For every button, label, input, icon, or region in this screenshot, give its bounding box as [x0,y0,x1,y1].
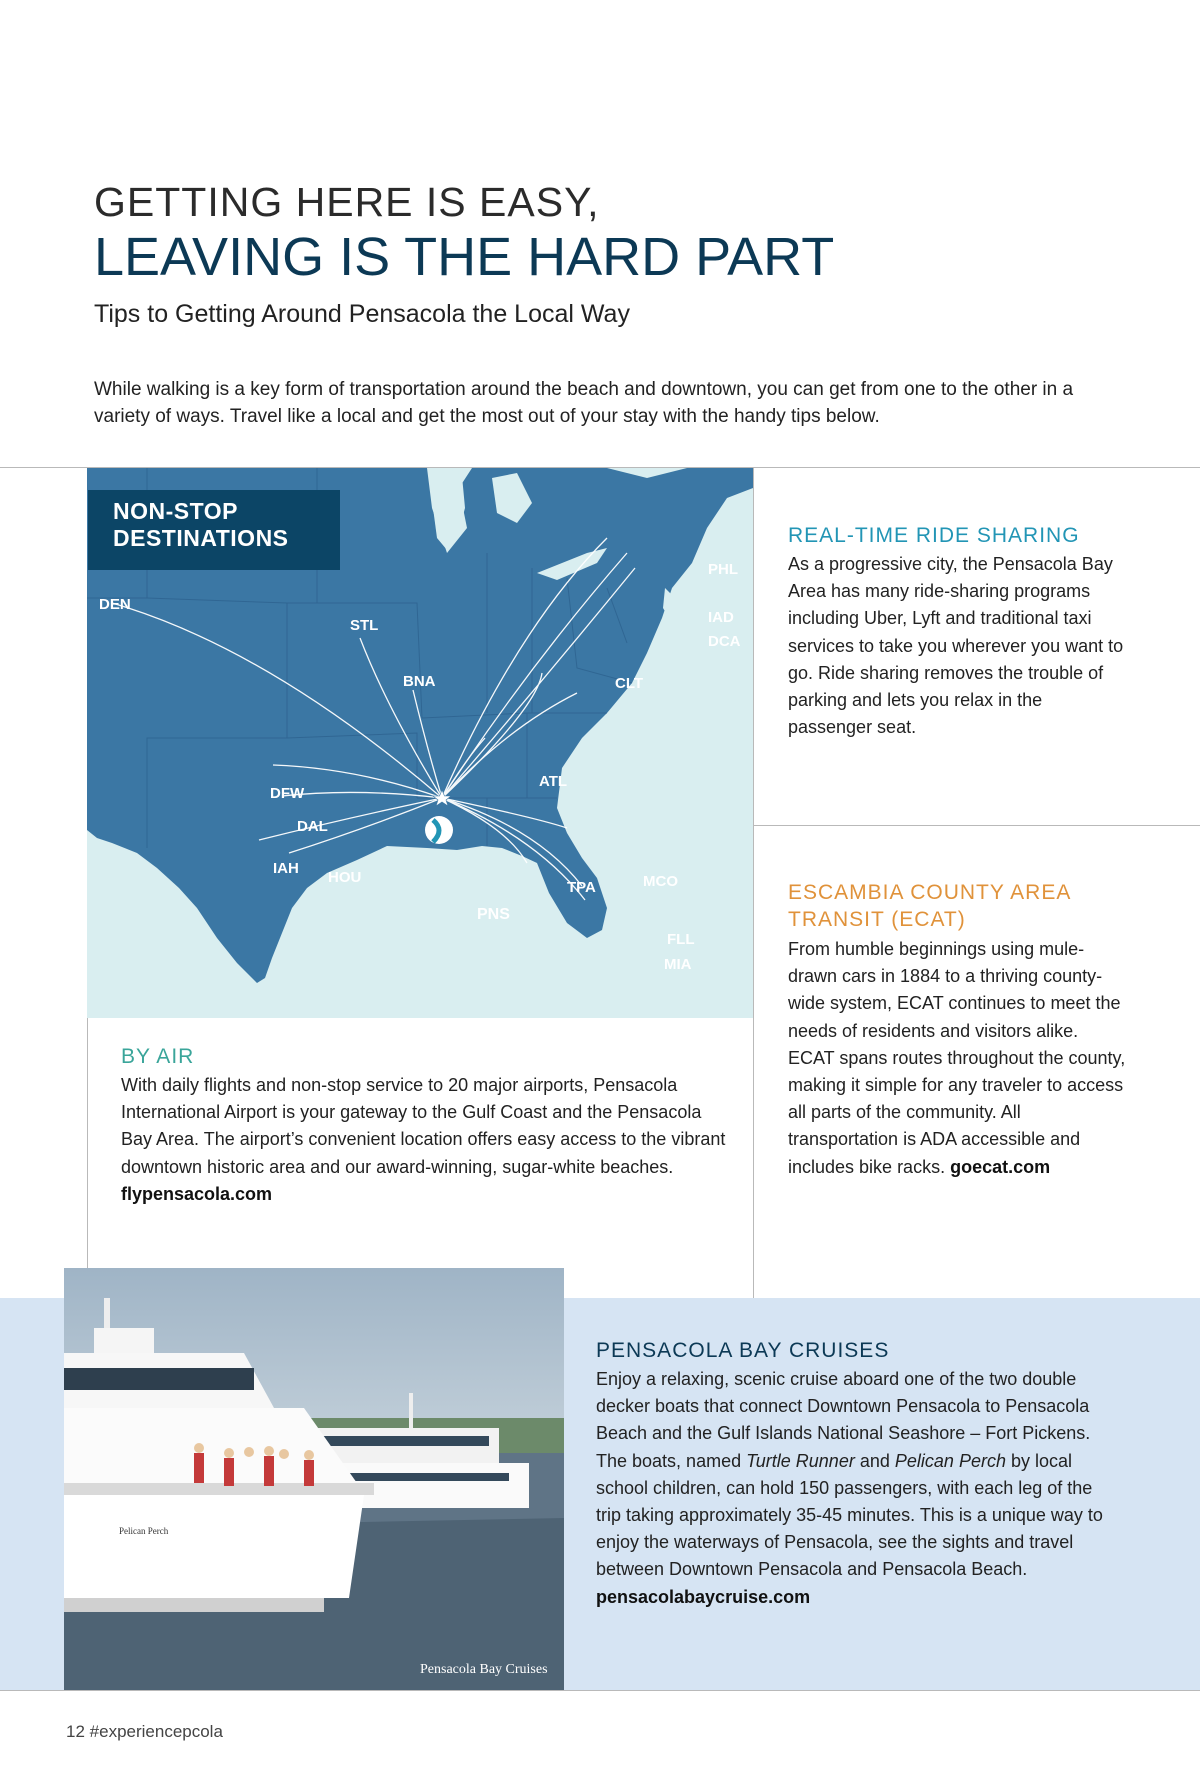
label-dfw: DFW [270,785,305,802]
by-air-text: With daily flights and non-stop service to 20 major airports, Pensacola International Airport is your gateway to the Gulf Coast and the Pensacola Bay Area. The airport’s convenient location offers easy access to the vibrant downtown historic area and our award-winning, sugar-white beaches. [121,1075,726,1177]
ecat-title-line-2: TRANSIT (ECAT) [788,908,966,931]
photo-credit: Pensacola Bay Cruises [420,1662,548,1677]
label-bna: BNA [403,673,436,690]
boat-name-turtle-runner: Turtle Runner [746,1450,855,1471]
cruises-title: PENSACOLA BAY CRUISES [596,1339,890,1362]
ecat-text: From humble beginnings using mule-drawn cars in 1884 to a thriving county-wide system, ECAT continues to meet the needs of residents and visitors alike. ECAT spans routes throughout the county, making it simple for any traveler to access all parts of the community. All transportation is ADA accessible and includes bike racks. [788,939,1126,1177]
label-dca: DCA [708,633,741,650]
boat-name-sign: Pelican Perch [119,1526,169,1536]
goecat-link[interactable]: goecat.com [950,1156,1051,1177]
right-column-divider [753,825,1200,826]
destinations-heading [113,498,289,552]
label-phl: PHL [708,561,738,578]
boat-name-pelican-perch: Pelican Perch [894,1450,1006,1471]
subtitle: Tips to Getting Around Pensacola the Local Way [94,300,630,328]
pensacolabaycruise-link[interactable]: pensacolabaycruise.com [596,1586,811,1607]
label-stl: STL [350,617,379,634]
label-tpa: TPA [567,879,596,896]
cruises-text-and: and [859,1450,890,1471]
label-iad: IAD [708,609,734,626]
intro-paragraph: While walking is a key form of transportation around the beach and downtown, you can get from one to the other in a variety of ways. Travel like a local and get the most out of your stay with the handy tips below. [94,379,1074,427]
ecat-title-line-1: ESCAMBIA COUNTY AREA [788,881,1072,904]
label-atl: ATL [539,773,568,790]
cruises-body [596,1366,1116,1611]
label-den: DEN [99,596,131,613]
footer [66,1722,223,1742]
cruises-text-1: Enjoy a relaxing, scenic cruise aboard one of the two double decker boats that connect Downtown Pensacola to Pensacola Beach and the Gulf Islands National Seashore – Fort Pickens. The boats, named [596,1369,1091,1471]
destinations-heading-line-2: DESTINATIONS [113,525,289,551]
label-hou: HOU [328,869,362,886]
label-mia: MIA [664,956,692,973]
destinations-heading-line-1: NON-STOP [113,498,238,524]
page-number: 12 [66,1722,85,1741]
label-clt: CLT [615,675,644,692]
cruise-boats-illustration [64,1268,564,1690]
ride-sharing-title: REAL-TIME RIDE SHARING [788,524,1080,547]
column-divider [753,468,754,1298]
headline-line-1: GETTING HERE IS EASY, [94,179,600,225]
headline-line-2: LEAVING IS THE HARD PART [94,227,835,287]
flypensacola-link[interactable]: flypensacola.com [121,1183,273,1204]
label-dal: DAL [297,818,328,835]
ecat-body [788,936,1128,1181]
ecat-title [788,879,1071,933]
label-fll: FLL [667,931,695,948]
footer-hashtag: #experiencepcola [89,1722,223,1741]
label-pns: PNS [477,906,510,923]
label-mco: MCO [643,873,678,890]
footer-divider [0,1690,1200,1691]
cruises-text-2: by local school children, can hold 150 passengers, with each leg of the trip taking approximately 35-45 minutes. This is a unique way to enjoy the waterways of Pensacola, see the sights and travel between Downtown Pensacola and Pensacola Beach. [596,1450,1103,1580]
cruise-boat-photo [64,1268,564,1690]
ride-sharing-body: As a progressive city, the Pensacola Bay Area has many ride-sharing programs including Uber, Lyft and traditional taxi services to take you wherever you want to go. Ride sharing removes the trouble of parking and lets you relax in the passenger seat. [788,554,1124,738]
by-air-title: BY AIR [121,1045,195,1068]
by-air-body [121,1072,731,1208]
label-iah: IAH [273,860,299,877]
